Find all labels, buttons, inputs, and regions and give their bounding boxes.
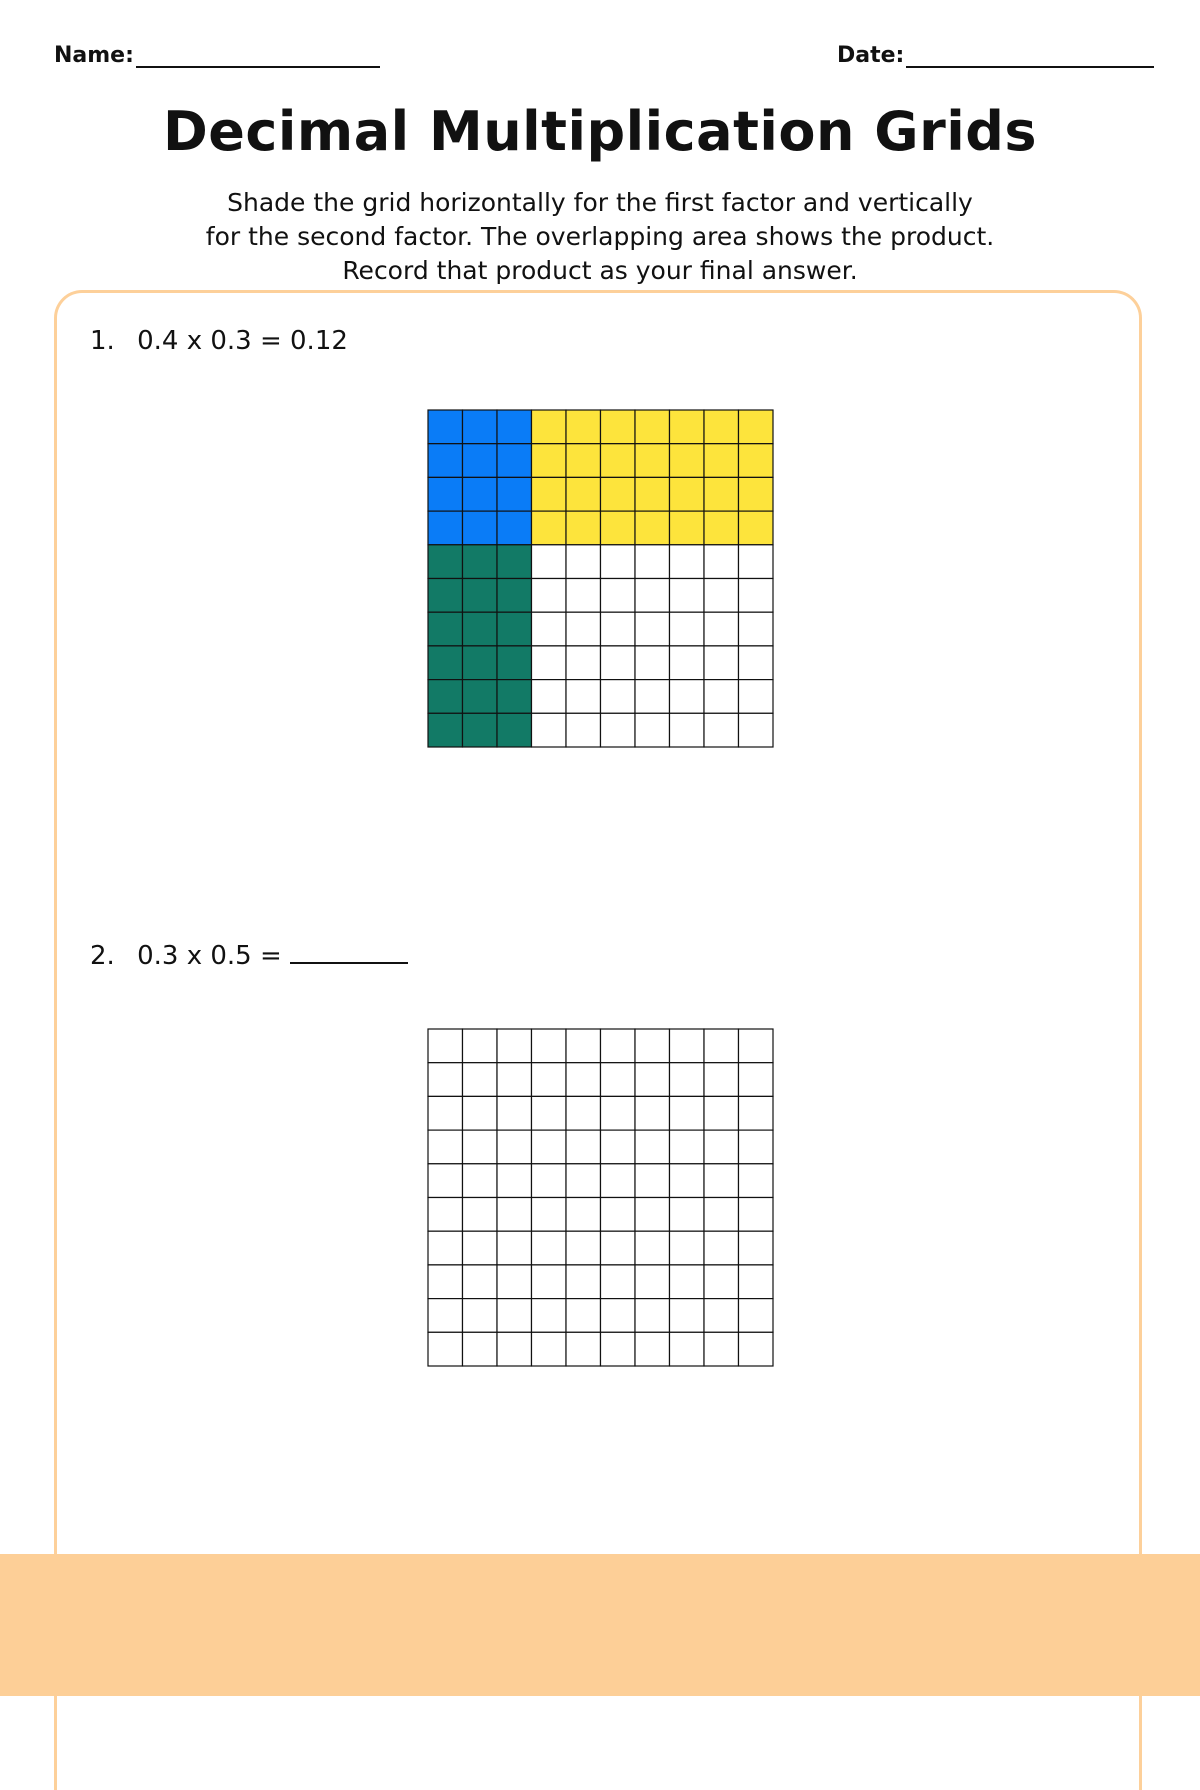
grid-cell-empty[interactable] (497, 1332, 532, 1366)
grid-cell-empty[interactable] (635, 680, 670, 714)
grid-cell-empty[interactable] (532, 1332, 567, 1366)
grid-cell-empty[interactable] (463, 1198, 498, 1232)
grid-cell-empty[interactable] (601, 545, 636, 579)
grid-cell-empty[interactable] (463, 1265, 498, 1299)
grid-cell-empty[interactable] (704, 1130, 739, 1164)
grid-cell-empty[interactable] (670, 1130, 705, 1164)
grid-cell-col-shaded[interactable] (428, 545, 463, 579)
grid-cell-empty[interactable] (566, 612, 601, 646)
grid-cell-col-shaded[interactable] (428, 612, 463, 646)
name-blank-line[interactable] (136, 42, 380, 68)
grid-cell-empty[interactable] (428, 1029, 463, 1063)
grid-cell-empty[interactable] (635, 1299, 670, 1333)
grid-cell-empty[interactable] (670, 1198, 705, 1232)
grid-cell-row-shaded[interactable] (601, 444, 636, 478)
grid-cell-empty[interactable] (704, 713, 739, 747)
grid-cell-empty[interactable] (635, 1063, 670, 1097)
grid-cell-empty[interactable] (463, 1029, 498, 1063)
grid-cell-empty[interactable] (704, 1164, 739, 1198)
grid-cell-empty[interactable] (670, 1063, 705, 1097)
grid-cell-empty[interactable] (601, 579, 636, 613)
problem-1-number: 1. (90, 326, 115, 356)
grid-cell-empty[interactable] (601, 612, 636, 646)
grid-cell-empty[interactable] (532, 1029, 567, 1063)
grid-cell-empty[interactable] (497, 1164, 532, 1198)
grid-cell-empty[interactable] (670, 1231, 705, 1265)
grid-cell-empty[interactable] (670, 579, 705, 613)
grid-cell-row-shaded[interactable] (566, 477, 601, 511)
grid-cell-empty[interactable] (704, 1231, 739, 1265)
grid-cell-col-shaded[interactable] (497, 612, 532, 646)
grid-cell-empty[interactable] (497, 1299, 532, 1333)
name-field[interactable] (54, 42, 380, 68)
grid-cell-empty[interactable] (635, 713, 670, 747)
grid-cell-row-shaded[interactable] (670, 511, 705, 545)
grid-cell-empty[interactable] (601, 1332, 636, 1366)
grid-cell-empty[interactable] (497, 1029, 532, 1063)
instruction-line-2: for the second factor. The overlapping area shows the product. (205, 222, 995, 251)
grid-cell-col-shaded[interactable] (463, 545, 498, 579)
grid-cell-empty[interactable] (635, 612, 670, 646)
grid-cell-overlap[interactable] (463, 444, 498, 478)
grid-cell-empty[interactable] (566, 1299, 601, 1333)
grid-cell-empty[interactable] (670, 646, 705, 680)
grid-cell-row-shaded[interactable] (601, 511, 636, 545)
grid-cell-row-shaded[interactable] (532, 511, 567, 545)
grid-cell-row-shaded[interactable] (601, 410, 636, 444)
grid-cell-empty[interactable] (739, 1096, 774, 1130)
grid-cell-empty[interactable] (566, 1063, 601, 1097)
grid-cell-empty[interactable] (566, 680, 601, 714)
grid-cell-empty[interactable] (497, 1063, 532, 1097)
grid-cell-empty[interactable] (428, 1332, 463, 1366)
grid-cell-col-shaded[interactable] (497, 713, 532, 747)
grid-cell-row-shaded[interactable] (566, 410, 601, 444)
grid-cell-empty[interactable] (635, 1164, 670, 1198)
grid-cell-empty[interactable] (635, 1096, 670, 1130)
grid-cell-empty[interactable] (635, 1231, 670, 1265)
grid-cell-empty[interactable] (601, 1029, 636, 1063)
grid-cell-empty[interactable] (463, 1299, 498, 1333)
grid-svg (427, 1028, 774, 1367)
instructions (100, 186, 1100, 288)
problem-2-number: 2. (90, 941, 115, 971)
grid-cell-empty[interactable] (463, 1332, 498, 1366)
grid-cell-empty[interactable] (739, 545, 774, 579)
grid-cell-row-shaded[interactable] (532, 410, 567, 444)
grid-cell-empty[interactable] (704, 545, 739, 579)
grid-cell-empty[interactable] (566, 579, 601, 613)
worksheet-title: Decimal Multiplication Grids (162, 100, 1038, 163)
problem-2 (90, 941, 408, 971)
grid-cell-row-shaded[interactable] (670, 410, 705, 444)
grid-cell-empty[interactable] (670, 1299, 705, 1333)
grid-cell-col-shaded[interactable] (463, 579, 498, 613)
grid-cell-empty[interactable] (532, 1265, 567, 1299)
grid-cell-empty[interactable] (463, 1096, 498, 1130)
grid-cell-overlap[interactable] (463, 511, 498, 545)
grid-cell-empty[interactable] (739, 1231, 774, 1265)
grid-cell-col-shaded[interactable] (428, 713, 463, 747)
grid-cell-empty[interactable] (739, 713, 774, 747)
grid-cell-col-shaded[interactable] (428, 680, 463, 714)
footer-band (0, 1554, 1200, 1696)
grid-cell-empty[interactable] (566, 1231, 601, 1265)
grid-cell-empty[interactable] (670, 545, 705, 579)
grid-cell-row-shaded[interactable] (566, 511, 601, 545)
grid-cell-row-shaded[interactable] (635, 410, 670, 444)
grid-cell-empty[interactable] (670, 680, 705, 714)
grid-cell-col-shaded[interactable] (463, 612, 498, 646)
grid-cell-empty[interactable] (704, 1299, 739, 1333)
grid-cell-empty[interactable] (532, 1198, 567, 1232)
grid-cell-empty[interactable] (532, 1063, 567, 1097)
grid-cell-overlap[interactable] (463, 410, 498, 444)
grid-cell-empty[interactable] (670, 1164, 705, 1198)
grid-cell-empty[interactable] (670, 612, 705, 646)
grid-cell-empty[interactable] (428, 1265, 463, 1299)
problem-1-equation: 0.4 x 0.3 = 0.12 (137, 326, 348, 356)
grid-cell-empty[interactable] (566, 1164, 601, 1198)
grid-cell-empty[interactable] (532, 680, 567, 714)
grid-cell-empty[interactable] (601, 1231, 636, 1265)
grid-cell-empty[interactable] (566, 1130, 601, 1164)
grid-cell-overlap[interactable] (428, 444, 463, 478)
grid-cell-empty[interactable] (532, 1164, 567, 1198)
date-field[interactable] (837, 42, 1154, 68)
grid-cell-col-shaded[interactable] (428, 579, 463, 613)
grid-cell-empty[interactable] (739, 680, 774, 714)
grid-cell-overlap[interactable] (497, 410, 532, 444)
grid-cell-empty[interactable] (635, 1198, 670, 1232)
grid-cell-empty[interactable] (566, 1332, 601, 1366)
grid-cell-empty[interactable] (566, 1198, 601, 1232)
grid-cell-row-shaded[interactable] (635, 477, 670, 511)
grid-cell-empty[interactable] (601, 713, 636, 747)
grid-cell-empty[interactable] (532, 1231, 567, 1265)
grid-cell-row-shaded[interactable] (739, 477, 774, 511)
grid-cell-empty[interactable] (670, 713, 705, 747)
grid-cell-empty[interactable] (635, 1029, 670, 1063)
instruction-line-1: Shade the grid horizontally for the first factor and vertically (227, 188, 973, 217)
grid-cell-row-shaded[interactable] (704, 444, 739, 478)
grid-cell-empty[interactable] (704, 579, 739, 613)
grid-cell-empty[interactable] (739, 1299, 774, 1333)
grid-cell-empty[interactable] (601, 646, 636, 680)
grid-cell-empty[interactable] (739, 579, 774, 613)
problem-2-answer-blank[interactable] (290, 942, 408, 964)
grid-cell-overlap[interactable] (428, 477, 463, 511)
grid-cell-row-shaded[interactable] (704, 477, 739, 511)
grid-cell-empty[interactable] (532, 1130, 567, 1164)
grid-cell-empty[interactable] (497, 1096, 532, 1130)
grid-cell-empty[interactable] (704, 1265, 739, 1299)
grid-cell-col-shaded[interactable] (497, 646, 532, 680)
grid-cell-empty[interactable] (428, 1299, 463, 1333)
grid-cell-row-shaded[interactable] (704, 511, 739, 545)
grid-cell-empty[interactable] (601, 1164, 636, 1198)
grid-cell-empty[interactable] (532, 579, 567, 613)
grid-cell-empty[interactable] (635, 646, 670, 680)
grid-cell-empty[interactable] (670, 1332, 705, 1366)
grid-cell-empty[interactable] (532, 713, 567, 747)
date-blank-line[interactable] (906, 42, 1154, 68)
grid-cell-empty[interactable] (704, 680, 739, 714)
problem-2-hundreds-grid[interactable] (427, 1028, 772, 1365)
grid-cell-empty[interactable] (601, 1198, 636, 1232)
date-label: Date: (837, 43, 905, 68)
grid-cell-empty[interactable] (739, 1063, 774, 1097)
grid-cell-empty[interactable] (704, 1096, 739, 1130)
grid-cell-row-shaded[interactable] (670, 444, 705, 478)
grid-cell-row-shaded[interactable] (566, 444, 601, 478)
grid-cell-empty[interactable] (428, 1198, 463, 1232)
grid-cell-overlap[interactable] (428, 511, 463, 545)
grid-cell-empty[interactable] (739, 1265, 774, 1299)
grid-cell-empty[interactable] (601, 1299, 636, 1333)
grid-cell-empty[interactable] (704, 646, 739, 680)
grid-cell-empty[interactable] (635, 1265, 670, 1299)
grid-cell-overlap[interactable] (463, 477, 498, 511)
grid-cell-empty[interactable] (739, 1198, 774, 1232)
grid-cell-overlap[interactable] (497, 444, 532, 478)
grid-cell-empty[interactable] (670, 1265, 705, 1299)
grid-cell-empty[interactable] (428, 1130, 463, 1164)
problem-1-hundreds-grid[interactable] (427, 409, 772, 746)
grid-cell-col-shaded[interactable] (463, 680, 498, 714)
grid-cell-empty[interactable] (532, 1096, 567, 1130)
grid-cell-empty[interactable] (601, 680, 636, 714)
grid-cell-empty[interactable] (497, 1265, 532, 1299)
grid-cell-empty[interactable] (635, 1130, 670, 1164)
grid-cell-empty[interactable] (463, 1231, 498, 1265)
instruction-line-3: Record that product as your final answer. (342, 256, 858, 285)
grid-cell-empty[interactable] (704, 612, 739, 646)
grid-cell-empty[interactable] (704, 1332, 739, 1366)
grid-cell-empty[interactable] (566, 1029, 601, 1063)
grid-cell-col-shaded[interactable] (497, 680, 532, 714)
grid-cell-empty[interactable] (739, 1130, 774, 1164)
grid-cell-empty[interactable] (428, 1063, 463, 1097)
grid-cell-empty[interactable] (601, 1096, 636, 1130)
grid-cell-empty[interactable] (497, 1130, 532, 1164)
grid-cell-empty[interactable] (428, 1096, 463, 1130)
grid-cell-empty[interactable] (601, 1265, 636, 1299)
grid-cell-overlap[interactable] (497, 477, 532, 511)
grid-cell-empty[interactable] (704, 1063, 739, 1097)
grid-cell-empty[interactable] (463, 1130, 498, 1164)
grid-cell-col-shaded[interactable] (463, 646, 498, 680)
grid-cell-empty[interactable] (532, 545, 567, 579)
grid-cell-row-shaded[interactable] (704, 410, 739, 444)
problem-1 (90, 326, 348, 356)
grid-cell-row-shaded[interactable] (739, 511, 774, 545)
grid-cell-empty[interactable] (463, 1063, 498, 1097)
grid-cell-empty[interactable] (601, 1130, 636, 1164)
grid-cell-col-shaded[interactable] (428, 646, 463, 680)
grid-cell-empty[interactable] (635, 1332, 670, 1366)
grid-cell-empty[interactable] (739, 1029, 774, 1063)
grid-cell-empty[interactable] (566, 1265, 601, 1299)
grid-svg (427, 409, 774, 748)
grid-cell-row-shaded[interactable] (670, 477, 705, 511)
grid-cell-empty[interactable] (635, 545, 670, 579)
grid-cell-empty[interactable] (739, 612, 774, 646)
grid-cell-empty[interactable] (635, 579, 670, 613)
grid-cell-empty[interactable] (704, 1029, 739, 1063)
grid-cell-empty[interactable] (428, 1231, 463, 1265)
grid-cell-col-shaded[interactable] (463, 713, 498, 747)
grid-cell-empty[interactable] (566, 713, 601, 747)
grid-cell-row-shaded[interactable] (635, 444, 670, 478)
grid-cell-empty[interactable] (463, 1164, 498, 1198)
grid-cell-empty[interactable] (532, 646, 567, 680)
grid-cell-empty[interactable] (739, 1332, 774, 1366)
grid-cell-empty[interactable] (428, 1164, 463, 1198)
grid-cell-row-shaded[interactable] (739, 410, 774, 444)
grid-cell-empty[interactable] (497, 1231, 532, 1265)
grid-cell-empty[interactable] (497, 1198, 532, 1232)
grid-cell-col-shaded[interactable] (497, 579, 532, 613)
grid-cell-row-shaded[interactable] (532, 477, 567, 511)
grid-cell-empty[interactable] (670, 1029, 705, 1063)
grid-cell-empty[interactable] (739, 1164, 774, 1198)
name-label: Name: (54, 43, 134, 68)
grid-cell-row-shaded[interactable] (635, 511, 670, 545)
grid-cell-overlap[interactable] (497, 511, 532, 545)
grid-cell-empty[interactable] (566, 545, 601, 579)
grid-cell-empty[interactable] (532, 612, 567, 646)
grid-cell-empty[interactable] (670, 1096, 705, 1130)
grid-cell-empty[interactable] (601, 1063, 636, 1097)
grid-cell-empty[interactable] (566, 1096, 601, 1130)
grid-cell-col-shaded[interactable] (497, 545, 532, 579)
grid-cell-row-shaded[interactable] (532, 444, 567, 478)
grid-cell-empty[interactable] (739, 646, 774, 680)
grid-cell-empty[interactable] (704, 1198, 739, 1232)
grid-cell-empty[interactable] (566, 646, 601, 680)
grid-cell-row-shaded[interactable] (739, 444, 774, 478)
grid-cell-overlap[interactable] (428, 410, 463, 444)
grid-cell-row-shaded[interactable] (601, 477, 636, 511)
grid-cell-empty[interactable] (532, 1299, 567, 1333)
problem-2-equation: 0.3 x 0.5 = (137, 941, 282, 971)
